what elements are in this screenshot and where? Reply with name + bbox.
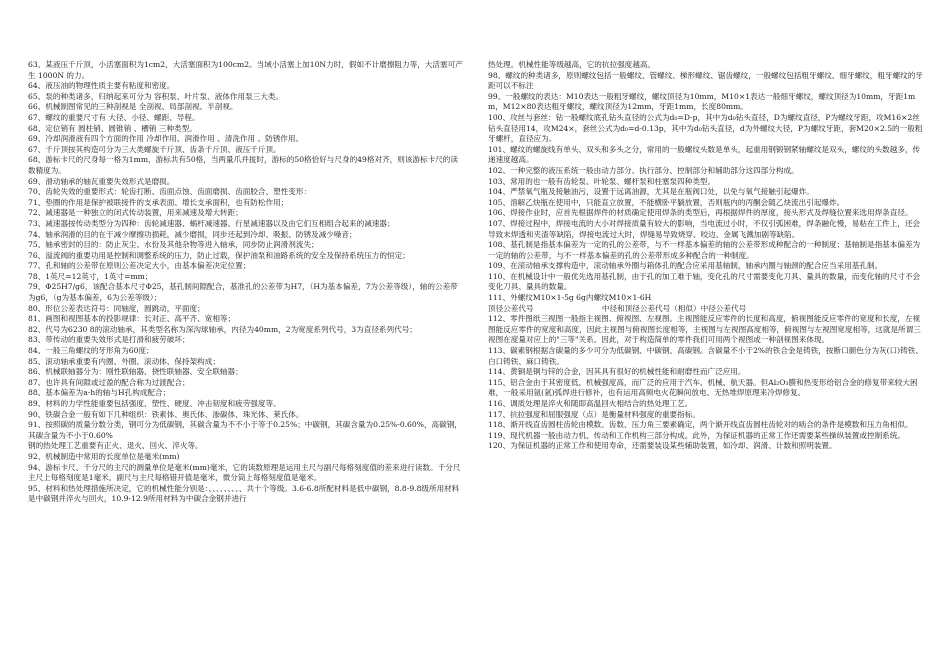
- text-line: 115、铝合金由于其密度低、机械强度高，而广泛的应用于汽车、机械、航天器。但Al₂O₃膜和热变形给铝合金的修复带来较大困难，一般采用氩(氩)弧焊进行修补，也有运用高频电火花瞬间放电、无热堆焊原理来冷焊修复。: [488, 377, 918, 398]
- text-line: 74、轴承润滑的目的在于减少摩擦功损耗，减少磨损，同步还起到冷却、吸振、防锈及减少噪音；: [28, 229, 357, 239]
- text-line: 80、形位公差表达符号：同轴度，圆跳动，平面度；: [28, 303, 205, 313]
- text-line: 118、渐开线直齿圆柱齿轮由模数、齿数、压力角三要素确定，两个渐开线直齿圆柱齿轮对的啮合的条件是模数和压力角相似。: [488, 420, 913, 430]
- text-line: 99、一般螺纹的表达：M10表达一般粗牙螺纹，螺纹顶径为10mm，M10×1表达一般细牙螺纹，螺纹顶径为10mm，牙距1mm，M12×80表达粗牙螺纹，螺纹顶径为12mm，牙距1mm，长度80mm。: [488, 91, 916, 112]
- text-line: 114、黄铜是铜与锌的合金，因其具有很好的机械性能和耐磨性而广泛应用。: [488, 367, 746, 377]
- text-line: 71、垫圈的作用是保护被联接件的支承表面、增长支承面积，也有防松作用；: [28, 197, 289, 207]
- text-line: 72、减速器是一种独立的闭式传动装置，用来减速及增大转距；: [28, 208, 243, 218]
- right-column: [488, 60, 925, 452]
- text-line: 90、铁碳合金一般有如下几种组织：铁素体、奥氏体、渗碳体、珠光体、莱氏体。: [28, 409, 304, 419]
- text-line: 85、滚动轴承重要有内圈、外圈、滚动体、保持架构成；: [28, 356, 220, 366]
- text-line: 67、千斤顶按其构造可分为三大类螺旋千斤顶、齿条千斤顶、液压千斤顶。: [28, 144, 281, 154]
- text-line: 顶径公差代号 中径和顶径公差代号（相似）中径公差代号: [488, 303, 747, 313]
- text-line: 103、常用的也一般有齿轮泵、叶轮泵、螺杆泵和柱塞泵四种类型。: [488, 176, 716, 186]
- text-line: 98、螺纹的种类诸多，原则螺纹包括一般螺纹、管螺纹、梯形螺纹、锯齿螺纹，一般螺纹包括粗牙螺纹、细牙螺纹，粗牙螺纹的牙距可以不标注: [488, 70, 923, 91]
- text-line: 108、基孔制是指基本偏差为一定的孔的公差带，与不一样基本偏差的轴的公差带形成种配合的一种制度；基轴制是指基本偏差为一定的轴的公差带，与不一样基本偏差的孔的公差带形成多种配合的一种制度。: [488, 240, 921, 260]
- text-line: 64、液压油的物理性质主要有粘度和密度。: [28, 81, 175, 91]
- text-line: 109、在滚动轴承支撑构造中，滚动轴承外圈与箱体孔的配合应采用基轴制，轴承内圈与轴颈的配合应当采用基孔制。: [488, 261, 883, 271]
- text-line: 75、轴承密封的目的：防止灰尘、水份及其他杂物等进入轴承，同步防止润滑剂流失；: [28, 240, 319, 250]
- text-line: 67、螺纹的重要尺寸有 大径、小径、螺距、导程。: [28, 112, 200, 122]
- document-page: [28, 60, 925, 646]
- text-line: 91、按照碳的质量分数分类，钢可分为低碳钢，其碳含量为不不小于等于0.25%；中碳钢，其碳含量为0.25%-0.60%，高碳钢，其碳含量为不小于0.60%: [28, 420, 462, 440]
- text-line: 117、抗拉强度和屈服强度（点）是衡量材料强度的重要指标。: [488, 409, 700, 419]
- text-line: 79、Φ25H7/g6，该配合基本尺寸Φ25，基孔制间隙配合，基准孔的公差带为H7，（H为基本偏差，7为公差等级），轴的公差带为g6，（g为基本偏差，6为公差等级）；: [28, 282, 458, 303]
- text-line: 89、材料的力学性能重要包括强度、塑性、硬度、冲击韧度和疲劳强度等。: [28, 399, 281, 408]
- left-column: [28, 60, 464, 505]
- text-line: 105、溶解乙炔瓶在使用中，只能直立放置，不能横卧平躺放置，否则瓶内的丙酮会随乙炔流出引起爆炸。: [488, 197, 845, 207]
- text-line: 120、为保证机器的正常工作和使用寿命，还需要装设某些辅助装置，如冷却、润滑、计数和照明装置。: [488, 441, 837, 451]
- text-line: 68、游标卡尺的尺身每一格为1mm，游标共有50格，当两量爪并拢时，游标的50格恰好与尺身的49格对齐，则该游标卡尺的读数精度为。: [28, 155, 458, 175]
- text-line: 63、某液压千斤顶，小活塞面积为1cm2，大活塞面积为100cm2。当域小活塞上加10N力时，假如不计磨擦阻力等，大活塞可产生 1000N 的力。: [28, 60, 463, 80]
- text-line: 热处理。机械性能等级越高，它的抗拉强度越高。: [488, 60, 656, 69]
- text-line: 106、焊接作业时，应首先根据焊件的材质确定使用焊条的类型后，再根据焊件的厚度，接头形式及焊缝位置来选用焊条直径。: [488, 208, 913, 218]
- text-line: 101、螺纹的螺旋线有单头、双头和多头之分，常用的一般螺纹头数是单头，起重用钢锻钢紧轴螺纹是双头，螺纹的头数越多，传递速度越高。: [488, 144, 921, 165]
- text-line: 68、定位销有 圆柱销、圆锥销 、槽销 三种类型。: [28, 123, 197, 133]
- text-line: 100、攻丝与套丝：钻一般螺纹底孔钻头直径的公式为d₀=D-p，其中为d₀钻头直径，D为螺纹直径，P为螺纹牙距，攻M16×2丝钻头直径用14，攻M24×，套丝公式为d₀=d-0.13p，其中为d₀钻头直径，d为外螺纹大径，P为螺纹牙距，套M20×2.5的一般粗牙螺杆，直径应为。: [488, 112, 923, 144]
- text-line: 110、在机械设计中一般优先选用基孔制，由于孔的加工难于轴，变化孔的尺寸需要变化刀具、量具的数量，而变化轴的尺寸不会变化刀具、量具的数量。: [488, 271, 921, 292]
- text-line: 73、减速器按传动类型分为四种：齿轮减速器、蜗杆减速器、行星减速器以及由它们互相组合起来的减速器；: [28, 218, 395, 228]
- text-line: 116、调质处理是淬火和随即高温回火相结合的热处理工艺。: [488, 399, 693, 408]
- text-line: 76、溢流阀的重要功用是控制和调整系统的压力，防止过载，保护油泵和油路系统的安全及保持系统压力的恒定；: [28, 250, 410, 260]
- text-line: 65、泵的种类诸多，归纳起来可分为 容积泵、叶片泵、液体作用泵三大类。: [28, 91, 284, 101]
- text-line: 81、画图和视图基本的投影规律：长对正、高平齐、宽相等；: [28, 314, 236, 324]
- text-line: 82、代号为6230 8的滚动轴承，其类型名称为深沟球轴承，内径为40mm，2为宽度系列代号，3为直径系列代号；: [28, 324, 417, 334]
- text-line: 113、碳素钢根据含碳量的多少可分为低碳钢、中碳钢、高碳钢。含碳量不小于2%的铁合金是铸铁，按断口颜色分为灰(口)铸铁、白口铸铁、麻口铸铁。: [488, 346, 923, 366]
- text-line: 92、机械制造中常用的长度单位是毫米(mm): [28, 451, 180, 461]
- text-line: 111、外螺纹M10×1-5g 6g内螺纹M10×1-6H: [488, 293, 652, 303]
- text-line: 69、滑动轴承的轴瓦重要失效形式是磨损。: [28, 176, 175, 186]
- text-line: 119、现代机器一般由动力机、传动和工作机构三部分构成。此外，为保证机器的正常工作还需要某些操纵装置或控制系统。: [488, 430, 905, 440]
- text-line: 94、游标卡尺、千分尺的主尺的测量单位是毫米(mm)毫米，它的读数原理是运用主尺与副尺每格刻度值的差来进行读数。千分尺主尺上每格刻度是1毫米，副尺与主尺每格错开值是毫米，微分筒上每格刻度值是毫米。: [28, 462, 461, 483]
- text-line: 88、基本偏差为a-h的轴与H孔构成配合；: [28, 388, 171, 398]
- text-line: 83、带传动的重要失效形式是打滑和疲劳破坏；: [28, 335, 190, 345]
- text-line: 77、孔和轴的公差带在原则公差决定大小，由基本偏差决定位置；: [28, 261, 251, 271]
- text-line: 87、也许具有间隙或过盈的配合称为过渡配合；: [28, 377, 190, 387]
- text-line: 107、焊接过程中，焊接电流的大小对焊接质量有较大的影响，当电流过小时，不仅引弧困难，焊条融化慢，易粘在工件上，还会导致未焊透和夹渣等缺陷，焊接电流过大时，焊缝易导致烧穿、咬边、金属飞溅加剧等缺陷。: [488, 218, 921, 239]
- text-line: 70、齿轮失效的重要形式：轮齿打断、齿面点蚀、齿面磨损、齿面胶合、塑性变形：: [28, 187, 312, 197]
- text-line: 78、1英尺=12英寸，1英寸=mm；: [28, 271, 153, 281]
- text-line: 84、一般三角螺纹的牙形角为60度；: [28, 346, 154, 356]
- text-line: 104、严禁氧气瓶及接触油污，设置于远离油源，尤其是在瓶阀口处，以免与氧气接触引起爆炸。: [488, 187, 814, 197]
- text-line: 95、材料和热处理措施所决定，它的机械性能分别是：、、、、、、、、、共十个等级。3.6-6.8所配材料是低中碳钢，8.8-9.8级所用材料是中碳钢并淬火与回火，10.9-12.9所用材料为中碳合金钢并进行: [28, 483, 460, 504]
- text-line: 102、一种完整的液压系统一般由动力部分、执行部分、控制部分和辅助部分这四部分构成。: [488, 165, 799, 175]
- text-line: 钢的热处理工艺重要有正火、退火、回火、淬火等。: [28, 441, 203, 451]
- text-line: 112、零件图纸三视图一般指主视图、俯视图、左视图。主视图能反应零件的长度和高度，俯视图能反应零件的宽度和长度，左视图能反应零件的宽度和高度，因此主视图与俯视图长度相等，主视图与左视图高度相等，俯视图与左视图宽度相等，这就是所谓三视图在度量对应上的"三等"关系。因此，对于构造简单的零件我们可用两个视图或一种剖视图来体现。: [488, 314, 921, 345]
- text-line: 69、冷却润滑液有四个方面的作用 冷却作用、润滑作用 、清洗作用 、防锈作用。: [28, 134, 304, 144]
- text-line: 86、机械联轴器分为：刚性联轴器、挠性联轴器、安全联轴器；: [28, 367, 243, 377]
- text-line: 66、机械制图常见的三种剖视是 全剖视、局部剖视、半剖视。: [28, 102, 238, 112]
